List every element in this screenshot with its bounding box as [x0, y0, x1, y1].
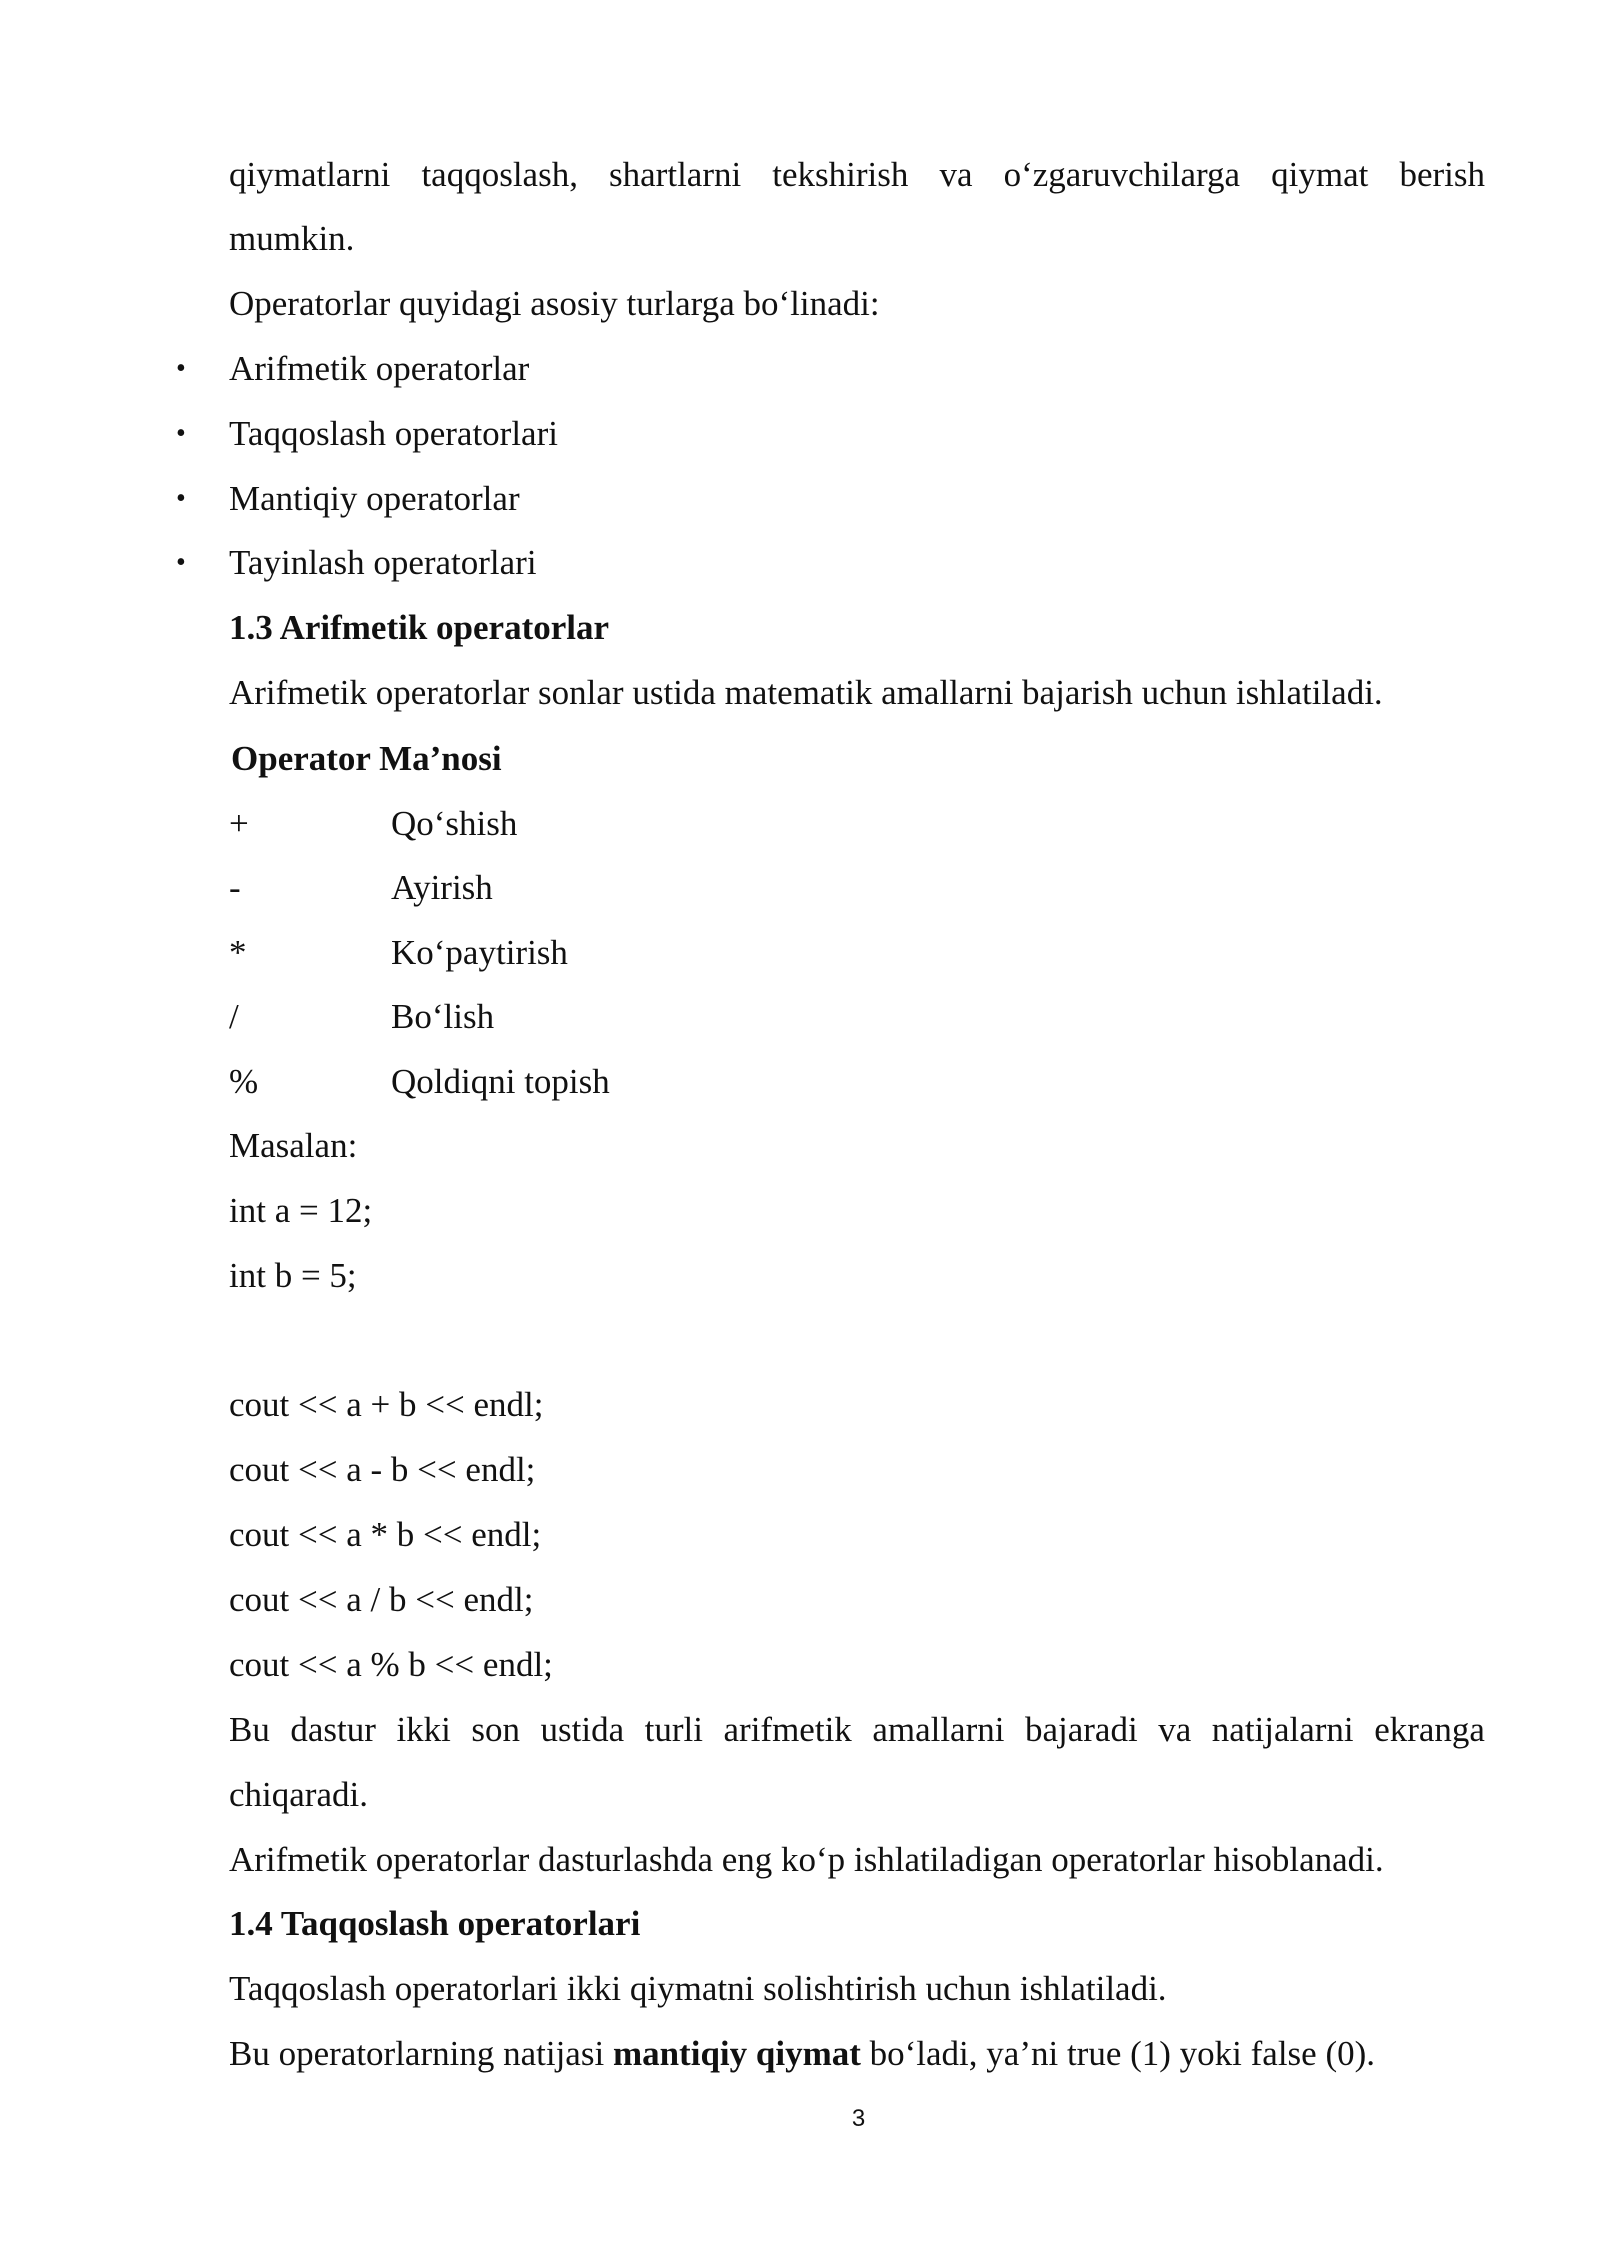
- word: tekshirish: [772, 155, 909, 194]
- word: taqqoslash,: [421, 155, 578, 194]
- explanation-line-2: chiqaradi.: [229, 1775, 368, 1814]
- code-line: cout << a / b << endl;: [229, 1580, 534, 1619]
- example-label: Masalan:: [229, 1126, 358, 1165]
- word: ekranga: [1374, 1710, 1485, 1749]
- result-suffix: bo‘ladi, ya’ni true (1) yoki false (0).: [860, 2034, 1376, 2073]
- header-operator: Operator: [231, 739, 371, 778]
- explanation-line-1: [229, 1710, 1485, 1750]
- word: amallarni: [872, 1710, 1005, 1749]
- word: dastur: [290, 1710, 376, 1749]
- word: arifmetik: [723, 1710, 852, 1749]
- operator-meaning: Bo‘lish: [391, 997, 495, 1036]
- word: qiymatlarni: [229, 155, 391, 194]
- code-line: cout << a - b << endl;: [229, 1450, 536, 1489]
- operator-symbol: -: [229, 868, 241, 907]
- code-line: int b = 5;: [229, 1256, 357, 1295]
- section-heading-1-3: 1.3 Arifmetik operatorlar: [229, 608, 610, 647]
- section-heading-1-4: 1.4 Taqqoslash operatorlari: [229, 1904, 641, 1943]
- bullet-dot-icon: •: [176, 483, 186, 514]
- word: ustida: [540, 1710, 625, 1749]
- types-intro: Operatorlar quyidagi asosiy turlarga bo‘linadi:: [229, 284, 880, 323]
- bullet-item: Mantiqiy operatorlar: [229, 479, 520, 518]
- page-number: 3: [851, 2105, 866, 2132]
- intro-line-1: [229, 155, 1485, 195]
- result-prefix: Bu operatorlarning natijasi: [229, 2034, 613, 2073]
- code-line: cout << a + b << endl;: [229, 1385, 544, 1424]
- operator-symbol: *: [229, 933, 247, 972]
- section-1-4-description: Taqqoslash operatorlari ikki qiymatni solishtirish uchun ishlatiladi.: [229, 1969, 1167, 2008]
- word: natijalarni: [1211, 1710, 1354, 1749]
- word: shartlarni: [609, 155, 742, 194]
- word: o‘zgaruvchilarga: [1003, 155, 1241, 194]
- header-meaning: Ma’nosi: [379, 739, 502, 778]
- table-header: [231, 739, 1487, 779]
- word: Bu: [229, 1710, 270, 1749]
- code-line: cout << a * b << endl;: [229, 1515, 542, 1554]
- operator-meaning: Qoldiqni topish: [391, 1062, 610, 1101]
- section-1-3-description: Arifmetik operatorlar sonlar ustida matematik amallarni bajarish uchun ishlatiladi.: [229, 673, 1383, 712]
- word: va: [1158, 1710, 1192, 1749]
- explanation-summary: Arifmetik operatorlar dasturlashda eng ko‘p ishlatiladigan operatorlar hisoblanadi.: [229, 1840, 1384, 1879]
- operator-symbol: /: [229, 997, 239, 1036]
- word: turli: [644, 1710, 703, 1749]
- code-line: int a = 12;: [229, 1191, 373, 1230]
- bullet-item: Arifmetik operatorlar: [229, 349, 530, 388]
- operator-meaning: Ayirish: [391, 868, 493, 907]
- result-bold-term: mantiqiy qiymat: [612, 2034, 861, 2073]
- section-1-4-result: [229, 2034, 1485, 2074]
- word: qiymat: [1271, 155, 1369, 194]
- operator-symbol: +: [229, 804, 249, 843]
- word: berish: [1399, 155, 1485, 194]
- bullet-dot-icon: •: [176, 418, 186, 449]
- bullet-dot-icon: •: [176, 547, 186, 578]
- operator-symbol: %: [229, 1062, 259, 1101]
- bullet-item: Tayinlash operatorlari: [229, 543, 537, 582]
- word: ikki: [396, 1710, 451, 1749]
- operator-meaning: Qo‘shish: [391, 804, 518, 843]
- word: va: [939, 155, 973, 194]
- code-line: cout << a % b << endl;: [229, 1645, 553, 1684]
- intro-line-2: mumkin.: [229, 219, 355, 258]
- bullet-item: Taqqoslash operatorlari: [229, 414, 558, 453]
- bullet-dot-icon: •: [176, 353, 186, 384]
- operator-meaning: Ko‘paytirish: [391, 933, 568, 972]
- word: son: [471, 1710, 521, 1749]
- word: bajaradi: [1024, 1710, 1138, 1749]
